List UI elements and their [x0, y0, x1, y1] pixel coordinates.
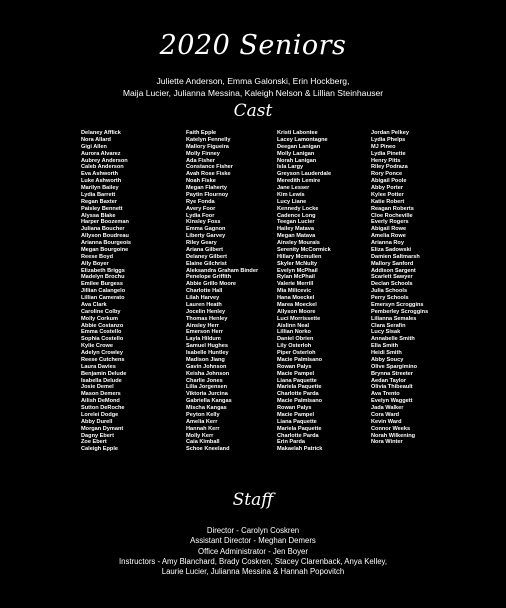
- cast-member: Heidi Smith: [371, 350, 402, 356]
- cast-member: Megan Matava: [277, 233, 316, 240]
- cast-member: Reagan Roberts: [371, 205, 414, 212]
- cast-member: Adelyn Crowley: [81, 350, 123, 356]
- cast-member: Penelope Griffith: [186, 274, 232, 281]
- cast-member: Benjamin Delude: [81, 370, 127, 377]
- cast-member: Amelia Kerr: [186, 418, 218, 425]
- cast-member: Abigail Poole: [371, 178, 407, 185]
- cast-member: Allyson Boudreau: [81, 233, 129, 240]
- cast-member: Alyssa Blake: [81, 212, 116, 219]
- cast-member: Marea Moeckel: [277, 301, 317, 308]
- cast-member: Annabelle Smith: [371, 336, 415, 343]
- cast-member: Liana Paquette: [277, 377, 317, 384]
- cast-member: Kylie Crowe: [81, 343, 114, 350]
- cast-member: Cora Ward: [371, 411, 400, 418]
- cast-member: Peyton Kelly: [186, 411, 220, 418]
- cast-member: Amelia Rowe: [371, 233, 406, 240]
- cast-member: Damien Saltmarsh: [371, 253, 420, 260]
- cast-member: Madelyn Brochu: [81, 274, 125, 281]
- cast-member: Megan Bourgoine: [81, 246, 129, 253]
- cast-member: Rory Ponce: [371, 171, 403, 178]
- cast-member: Jane Lesser: [277, 185, 310, 191]
- cast-member: Meredith Lemire: [277, 178, 321, 185]
- cast-member: Riley Geary: [186, 240, 217, 246]
- cast-member: Sophia Costello: [81, 336, 124, 343]
- cast-member: Skyler McNulty: [277, 260, 318, 267]
- cast-member: Lydia Foor: [186, 212, 215, 219]
- cast-heading: Cast: [233, 101, 273, 121]
- cast-member: Liberty Garvey: [186, 233, 226, 240]
- cast-member: Josie Demel: [81, 384, 114, 391]
- cast-member: Arianna Bourgeois: [81, 240, 132, 246]
- cast-member: Molly Finney: [186, 150, 220, 157]
- cast-member: Cadence Long: [277, 212, 316, 219]
- cast-member: Mariela Paquette: [277, 425, 322, 432]
- seniors-line-2: Maija Lucier, Julianna Messina, Kaleigh Nelson & Lillian Steinhauser: [122, 87, 384, 98]
- cast-member: Ainsley Herr: [186, 322, 219, 329]
- cast-member: Caroline Colby: [81, 308, 121, 315]
- cast-member: Paisley Bennett: [81, 205, 123, 212]
- cast-member: Abby Porter: [371, 185, 404, 191]
- cast-member: Reese Cutchens: [81, 356, 125, 363]
- cast-member: Katelyn Fennelly: [186, 136, 231, 143]
- cast-member: Abbie Costanzo: [81, 322, 124, 329]
- cast-member: Jordan Pelkey: [371, 130, 409, 136]
- cast-member: Caia Kimball: [186, 439, 220, 446]
- cast-member: Connor Weeks: [371, 425, 411, 432]
- cast-member: Hannah Kerr: [186, 425, 220, 432]
- cast-member: Layla Hildum: [186, 336, 221, 343]
- cast-member: Delaney Afflick: [81, 130, 121, 136]
- cast-member: Ava Clark: [81, 301, 107, 308]
- cast-member: Keisha Johnson: [186, 370, 230, 377]
- cast-member: Ella Smith: [371, 343, 399, 350]
- cast-member: Addison Sargent: [371, 267, 416, 274]
- cast-member: Kinsley Foss: [186, 219, 221, 226]
- staff-instructors-line-1: Instructors - Amy Blanchard, Brady Coskren, Stacey Clarenback, Anya Kelley,: [118, 556, 388, 566]
- cast-member: Lilah Harvey: [186, 295, 220, 301]
- cast-member: Liana Paquette: [277, 418, 317, 425]
- cast-member: Lorelei Dodge: [81, 411, 119, 418]
- cast-member: Elizabeth Briggs: [81, 267, 125, 274]
- cast-member: Kennedy Locke: [277, 205, 319, 212]
- cast-member: Ava Trento: [371, 391, 400, 398]
- cast-member: Jillian Calangelo: [81, 288, 126, 295]
- cast-member: Deegan Lanigan: [277, 143, 321, 150]
- cast-member: Elaine Gilchrist: [186, 260, 227, 267]
- cast-member: Brynna Streeter: [371, 370, 413, 377]
- cast-member: Lily Osterloh: [277, 343, 312, 350]
- cast-column-2: [186, 130, 258, 453]
- cast-member: Samuel Hughes: [186, 343, 228, 350]
- staff-office-administrator: Office Administrator - Jen Boyer: [198, 546, 308, 556]
- cast-member: Regan Baxter: [81, 198, 118, 205]
- cast-member: Isabelle Huntley: [186, 350, 229, 356]
- cast-member: Luke Ashworth: [81, 178, 122, 185]
- cast-member: Mischa Kangas: [186, 405, 227, 411]
- cast-member: Juliana Boucher: [81, 226, 125, 233]
- cast-member: Nora Allard: [81, 136, 111, 143]
- cast-member: MJ Pineo: [371, 143, 396, 150]
- cast-member: Isla Largy: [277, 164, 304, 171]
- cast-member: Paytin Flournoy: [186, 191, 229, 198]
- cast-member: Everly Rogers: [371, 219, 409, 226]
- cast-member: Morgan Dymant: [81, 425, 124, 432]
- cast-member: Molly Lanigan: [277, 150, 315, 157]
- cast-member: Charlie Jones: [186, 377, 223, 384]
- cast-member: Gavin Johnson: [186, 363, 227, 370]
- cast-member: Dagny Ebert: [81, 432, 114, 439]
- cast-member: Gabriella Kangas: [186, 398, 232, 405]
- cast-member: Emerson Herr: [186, 329, 223, 336]
- staff-heading: Staff: [232, 490, 274, 510]
- cast-member: Mason Demers: [81, 391, 121, 398]
- cast-column-1: [81, 130, 131, 453]
- cast-member: Molly Corkum: [81, 315, 118, 322]
- cast-member: Laura Davies: [81, 363, 116, 370]
- cast-member: Lydia Barrett: [81, 191, 116, 198]
- cast-member: Abby Soucy: [371, 356, 404, 363]
- cast-member: Isabella Delude: [81, 377, 122, 384]
- staff-list: [0, 526, 506, 577]
- cast-member: Teegan Lucier: [277, 219, 315, 226]
- cast-member: Noah Fiske: [186, 178, 216, 185]
- cast-member: Lucy Liane: [277, 198, 307, 205]
- seniors-list: [0, 76, 506, 99]
- cast-member: Rowan Palys: [277, 405, 312, 411]
- cast-member: Lydia Phelps: [371, 136, 406, 143]
- cast-member: Lillian Norko: [277, 329, 311, 336]
- cast-member: Lauren Heath: [186, 301, 222, 308]
- cast-member: Mallory Sanford: [371, 260, 414, 267]
- cast-member: Macie Palmisano: [277, 356, 323, 363]
- cast-member: Emma Gagnon: [186, 226, 226, 233]
- cast-member: Katie Robert: [371, 198, 405, 205]
- cast-member: Molly Kerr: [186, 432, 214, 439]
- cast-member: Avery Foor: [186, 205, 216, 212]
- cast-member: Marilyn Bailey: [81, 185, 119, 191]
- cast-member: Reese Boyd: [81, 253, 114, 260]
- cast-member: Charlotte Parda: [277, 391, 319, 398]
- cast-member: Mallory Figueira: [186, 143, 229, 150]
- cast-member: Piper Osterloh: [277, 350, 316, 356]
- cast-member: Henry Pitts: [371, 157, 401, 164]
- cast-member: Aurora Alvarez: [81, 150, 121, 157]
- cast-member: Lydia Pinette: [371, 150, 406, 157]
- cast-member: Emilee Burgess: [81, 281, 123, 288]
- cast-member: Delaney Gilbert: [186, 253, 228, 260]
- cast-member: Abigail Rowe: [371, 226, 407, 233]
- cast-member: Jocelin Henley: [186, 308, 226, 315]
- cast-member: Charlotte Hall: [186, 288, 223, 295]
- cast-member: Ainsley Mourais: [277, 240, 320, 246]
- cast-member: Arianna Roy: [371, 240, 404, 246]
- cast-member: Caleigh Epple: [81, 446, 118, 453]
- cast-member: Macie Pampel: [277, 370, 314, 377]
- cast-member: Emma Costello: [81, 329, 122, 336]
- cast-member: Jada Walker: [371, 405, 404, 411]
- cast-member: Kylee Potter: [371, 191, 404, 198]
- cast-member: Faith Epple: [186, 130, 217, 136]
- cast-member: Zoe Ebert: [81, 439, 107, 446]
- cast-member: Viktoria Jurcina: [186, 391, 228, 398]
- cast-member: Luci Morrissette: [277, 315, 321, 322]
- cast-member: Constance Fisher: [186, 164, 233, 171]
- cast-member: Kim Lewis: [277, 191, 305, 198]
- cast-member: Declan Schools: [371, 281, 413, 288]
- cast-member: Pemberley Scroggins: [371, 308, 429, 315]
- cast-member: Erin Parda: [277, 439, 305, 446]
- cast-member: Cloe Rocheville: [371, 212, 413, 219]
- cast-member: Perry Schools: [371, 295, 409, 301]
- cast-member: Ally Boyer: [81, 260, 109, 267]
- cast-member: Ariana Gilbert: [186, 246, 223, 253]
- cast-member: Serenity McCormick: [277, 246, 331, 253]
- cast-member: Scarlett Sawyer: [371, 274, 413, 281]
- staff-director: Director - Carolyn Coskren: [206, 526, 300, 535]
- cast-member: Aedan Taylor: [371, 377, 407, 384]
- staff-instructors-line-2: Laurie Lucier, Julianna Messina & Hannah Popovitch: [161, 567, 345, 577]
- cast-member: Olivia Thibeault: [371, 384, 413, 391]
- cast-member: Charlotte Parda: [277, 432, 319, 439]
- cast-member: Abbie Grillo Moore: [186, 281, 237, 288]
- cast-member: Ailish DeMond: [81, 398, 120, 405]
- cast-member: Riley Podraza: [371, 164, 408, 171]
- cast-member: Emersyn Scroggins: [371, 301, 424, 308]
- cast-member: Allyson Moore: [277, 308, 316, 315]
- cast-member: Kevin Ward: [371, 418, 402, 425]
- cast-member: Abby Durell: [81, 418, 113, 425]
- staff-assistant-director: Assistant Director - Meghan Demers: [190, 536, 316, 546]
- cast-member: Eliza Sadowski: [371, 246, 412, 253]
- cast-member: Gigi Allen: [81, 143, 107, 150]
- cast-member: Lucy Sisak: [371, 329, 401, 336]
- cast-member: Lilianna Semales: [371, 315, 417, 322]
- cast-member: Mariela Paquette: [277, 384, 322, 391]
- cast-member: Hana Moeckel: [277, 295, 315, 301]
- cast-member: Norah Wilkening: [371, 432, 416, 439]
- cast-member: Lacey Lamontagne: [277, 136, 328, 143]
- cast-member: Thomas Henley: [186, 315, 228, 322]
- cast-member: Clara Serafin: [371, 322, 406, 329]
- cast-member: Lilia Jorgensen: [186, 384, 228, 391]
- cast-member: Valerie Merrill: [277, 281, 314, 288]
- cast-member: Macie Pampel: [277, 411, 314, 418]
- cast-member: Ada Fisher: [186, 157, 215, 164]
- cast-member: Greyson Lauderdale: [277, 171, 332, 178]
- cast-member: Kristi Labontee: [277, 130, 318, 136]
- cast-member: Sutton DeRoche: [81, 405, 125, 411]
- cast-member: Hailey Matava: [277, 226, 315, 233]
- cast-member: Madison Jiang: [186, 356, 225, 363]
- cast-member: Rye Fonda: [186, 198, 215, 205]
- cast-member: Norah Lanigan: [277, 157, 317, 164]
- cast-column-3: [277, 130, 331, 453]
- cast-member: Daniel Obrien: [277, 336, 314, 343]
- cast-member: Rowan Palys: [277, 363, 312, 370]
- cast-member: Avah Rose Fiske: [186, 171, 231, 178]
- cast-member: Lillian Camerato: [81, 295, 125, 301]
- cast-member: Evelyn Waggett: [371, 398, 413, 405]
- cast-member: Makaelah Patrick: [277, 446, 323, 453]
- cast-member: Rylan McPhail: [277, 274, 315, 281]
- page-title: 2020 Seniors: [159, 30, 347, 61]
- cast-member: Hillary Mcmullen: [277, 253, 322, 260]
- cast-member: Eva Ashworth: [81, 171, 119, 178]
- cast-member: Olive Spargimino: [371, 363, 418, 370]
- cast-member: Mia Milicevic: [277, 288, 312, 295]
- cast-member: Macie Palmisano: [277, 398, 323, 405]
- cast-member: Nora Winter: [371, 439, 403, 446]
- cast-member: Caleb Anderson: [81, 164, 124, 171]
- cast-member: Aleksandra Graham Binder: [186, 267, 259, 274]
- seniors-line-1: Juliette Anderson, Emma Galonski, Erin Hockberg,: [156, 76, 350, 86]
- cast-member: Aubrey Anderson: [81, 157, 128, 164]
- cast-member: Julia Schools: [371, 288, 408, 295]
- cast-member: Schoe Kneeland: [186, 446, 230, 453]
- cast-member: Megan Flaherty: [186, 185, 228, 191]
- cast-column-4: [371, 130, 428, 446]
- cast-member: Aislinn Neal: [277, 322, 310, 329]
- cast-member: Evelyn McPhail: [277, 267, 318, 274]
- cast-member: Harper Boozeman: [81, 219, 129, 226]
